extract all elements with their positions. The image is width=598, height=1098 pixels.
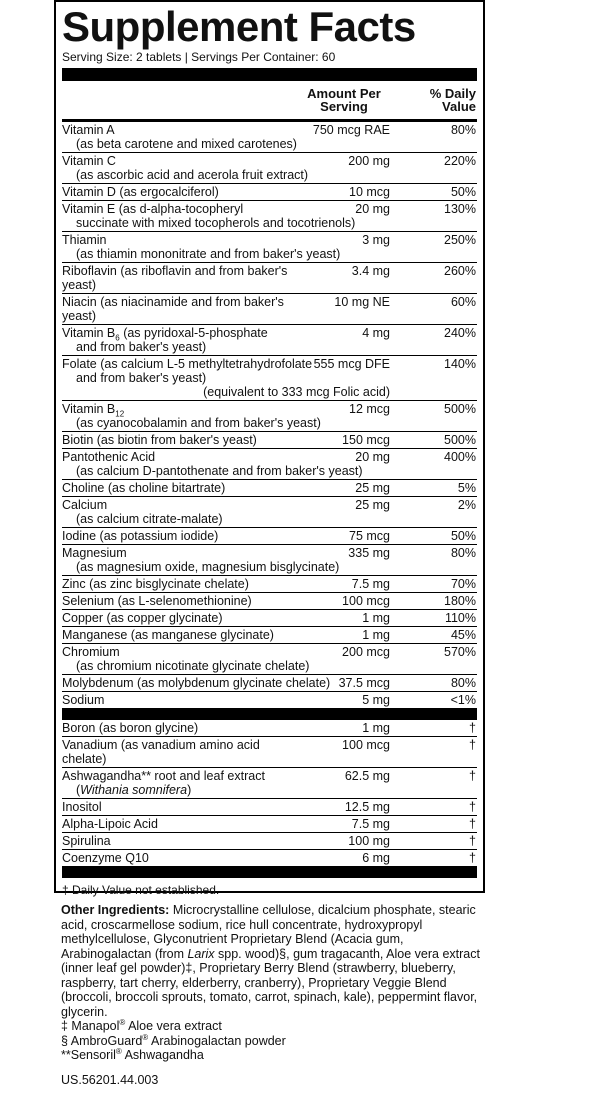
other-ingredients-text	[61, 903, 481, 1019]
daily-value: 240%	[444, 326, 476, 340]
daily-value: 2%	[457, 498, 476, 512]
nutrient-name: Folate (as calcium L-5 methyltetrahydrofolate	[62, 357, 313, 371]
nutrient-row	[62, 627, 477, 644]
nutrient-amount: 335 mg	[348, 546, 390, 560]
nutrient-row	[62, 401, 477, 432]
footnote-text: **Sensoril	[61, 1048, 116, 1062]
nutrient-amount: 3 mg	[362, 233, 390, 247]
nutrient-row	[62, 644, 477, 675]
daily-value: 130%	[444, 202, 476, 216]
nutrient-source: (as cyanocobalamin and from baker's yeast)	[76, 416, 321, 430]
nutrient-amount: 20 mg	[355, 202, 390, 216]
nutrient-amount: 200 mg	[348, 154, 390, 168]
daily-value: 60%	[450, 295, 476, 309]
nutrient-name: Molybdenum (as molybdenum glycinate chelate)	[62, 676, 331, 690]
nutrient-amount: 25 mg	[355, 498, 390, 512]
nutrient-source: (as chromium nicotinate glycinate chelate)	[76, 659, 310, 673]
trademark-footnote	[61, 1019, 481, 1034]
nutrient-name	[62, 402, 477, 419]
dv-header-line2: Value	[442, 99, 476, 114]
nutrient-amount: 1 mg	[362, 611, 390, 625]
dv-footnote: † Daily Value not established.	[62, 883, 220, 897]
nutrient-name-subscript: 6	[115, 333, 120, 343]
nutrient-name: Iodine (as potassium iodide)	[62, 529, 219, 543]
folate-equivalent: (equivalent to 333 mcg Folic acid)	[203, 385, 390, 399]
nutrient-source: (as magnesium oxide, magnesium bisglycinate)	[76, 560, 340, 574]
serving-info: Serving Size: 2 tablets | Servings Per Container: 60	[62, 50, 477, 69]
nutrient-name: Vitamin D (as ergocalciferol)	[62, 185, 219, 199]
daily-value: 180%	[444, 594, 476, 608]
nutrient-row	[62, 610, 477, 627]
nutrient-amount: 200 mcg	[342, 645, 390, 659]
daily-value: 50%	[450, 529, 476, 543]
registered-mark: ®	[119, 1017, 126, 1027]
nutrient-amount: 5 mg	[362, 693, 390, 707]
daily-value: 500%	[444, 433, 476, 447]
nutrient-row	[62, 201, 477, 232]
nutrient-row	[62, 692, 477, 708]
nutrient-row	[62, 593, 477, 610]
nutrient-name: Vitamin A	[62, 123, 115, 137]
nutrient-name: Spirulina	[62, 834, 111, 848]
dv-header	[416, 87, 476, 113]
nutrient-row	[62, 153, 477, 184]
nutrient-amount: 62.5 mg	[344, 769, 390, 783]
nutrient-amount: 100 mg	[348, 834, 390, 848]
daily-value: 5%	[457, 481, 476, 495]
nutrient-amount: 1 mg	[362, 628, 390, 642]
daily-value: 260%	[444, 264, 476, 278]
daily-value: †	[469, 721, 476, 735]
nutrient-name-text: Vitamin B	[62, 326, 116, 340]
nutrient-source: (Withania somnifera)	[76, 783, 192, 797]
nutrient-row	[62, 737, 477, 768]
divider-bar	[62, 866, 477, 878]
daily-value: 70%	[450, 577, 476, 591]
nutrient-name: Copper (as copper glycinate)	[62, 611, 223, 625]
other-ingredients-part1: Microcrystalline cellulose, dicalcium phosphate, stearic acid, croscarmellose sodium, rice hull concentrate, hydroxypropyl methylcellulose, Glyconutrient Proprietary Blend (Acacia gum, Arabinogalactan (from	[61, 903, 476, 961]
nutrient-name: Zinc (as zinc bisglycinate chelate)	[62, 577, 249, 591]
daily-value: †	[469, 851, 476, 865]
amount-header-line1: Amount Per	[307, 86, 381, 101]
daily-value: 50%	[450, 185, 476, 199]
nutrient-row	[62, 768, 477, 799]
column-header	[62, 81, 477, 119]
nutrient-row	[62, 263, 477, 294]
daily-value: 45%	[450, 628, 476, 642]
nutrient-amount: 12 mcg	[349, 402, 390, 416]
amount-header	[294, 87, 394, 113]
nutrient-name: Ashwagandha** root and leaf extract	[62, 769, 265, 783]
nutrient-amount: 25 mg	[355, 481, 390, 495]
nutrient-name: Pantothenic Acid	[62, 450, 156, 464]
nutrient-name: Sodium	[62, 693, 105, 707]
nutrient-amount: 7.5 mg	[351, 577, 390, 591]
daily-value: 110%	[444, 611, 476, 625]
nutrient-name: Thiamin	[62, 233, 107, 247]
trademark-footnote	[61, 1034, 481, 1049]
nutrient-row	[62, 850, 477, 866]
nutrient-name: Coenzyme Q10	[62, 851, 149, 865]
nutrient-name-text: (as pyridoxal-5-phosphate	[119, 326, 268, 340]
nutrient-row	[62, 325, 477, 356]
nutrient-source: succinate with mixed tocopherols and tocotrienols)	[76, 216, 356, 230]
daily-value: 500%	[444, 402, 476, 416]
nutrient-row	[62, 528, 477, 545]
nutrient-amount: 7.5 mg	[351, 817, 390, 831]
nutrient-name: Vitamin E (as d-alpha-tocopheryl	[62, 202, 244, 216]
nutrient-name: Niacin (as niacinamide and from baker's yeast)	[62, 295, 284, 323]
daily-value: 250%	[444, 233, 476, 247]
nutrient-name-subscript: 12	[115, 409, 125, 419]
nutrient-amount: 555 mcg DFE	[313, 357, 390, 371]
dv-header-line1: % Daily	[429, 86, 476, 101]
nutrient-row	[62, 232, 477, 263]
divider-bar	[62, 69, 477, 81]
botanical-name: Withania somnifera	[80, 783, 188, 797]
nutrient-row	[62, 576, 477, 593]
nutrient-amount: 3.4 mg	[351, 264, 390, 278]
nutrient-source: (as calcium D-pantothenate and from baker's yeast)	[76, 464, 363, 478]
nutrient-amount: 10 mg NE	[334, 295, 390, 309]
nutrient-source: and from baker's yeast)	[76, 371, 207, 385]
product-code: US.56201.44.003	[61, 1072, 159, 1087]
nutrient-amount: 750 mcg RAE	[312, 123, 390, 137]
nutrient-amount: 75 mcg	[349, 529, 390, 543]
nutrient-row	[62, 545, 477, 576]
footnote-text: ‡ Manapol	[61, 1019, 120, 1033]
nutrient-row	[62, 480, 477, 497]
nutrient-amount: 4 mg	[362, 326, 390, 340]
other-ingredients-italic: Larix	[187, 946, 215, 961]
nutrient-name: Choline (as choline bitartrate)	[62, 481, 226, 495]
daily-value: †	[469, 817, 476, 831]
nutrient-row	[62, 720, 477, 737]
nutrient-source: (as calcium citrate-malate)	[76, 512, 223, 526]
footnote-text: Arabinogalactan powder	[148, 1033, 286, 1048]
nutrient-source: (as thiamin mononitrate and from baker's yeast)	[76, 247, 341, 261]
other-ingredient-list	[62, 720, 477, 866]
nutrient-amount: 20 mg	[355, 450, 390, 464]
daily-value: †	[469, 738, 476, 752]
nutrient-amount: 150 mcg	[342, 433, 390, 447]
nutrient-name: Alpha-Lipoic Acid	[62, 817, 158, 831]
daily-value: <1%	[450, 693, 476, 707]
nutrient-name: Chromium	[62, 645, 120, 659]
nutrient-name: Calcium	[62, 498, 108, 512]
trademark-footnote	[61, 1048, 481, 1063]
nutrient-source: (as beta carotene and mixed carotenes)	[76, 137, 297, 151]
amount-header-line2: Serving	[320, 99, 368, 114]
nutrient-name: Boron (as boron glycine)	[62, 721, 199, 735]
nutrient-amount: 10 mcg	[349, 185, 390, 199]
panel-title: Supplement Facts	[62, 3, 416, 50]
nutrient-name	[62, 326, 477, 343]
daily-value: †	[469, 834, 476, 848]
nutrient-row	[62, 432, 477, 449]
daily-value: 80%	[450, 676, 476, 690]
daily-value: 570%	[444, 645, 476, 659]
nutrient-name: Biotin (as biotin from baker's yeast)	[62, 433, 257, 447]
nutrient-row	[62, 356, 477, 401]
daily-value: 220%	[444, 154, 476, 168]
nutrient-row	[62, 122, 477, 153]
nutrient-row	[62, 675, 477, 692]
nutrient-row	[62, 816, 477, 833]
other-ingredients-section	[61, 903, 481, 1087]
footnote-text: § AmbroGuard	[61, 1033, 143, 1048]
nutrient-amount: 100 mcg	[342, 594, 390, 608]
nutrient-row	[62, 294, 477, 325]
daily-value: 80%	[450, 546, 476, 560]
nutrient-amount: 100 mcg	[342, 738, 390, 752]
nutrient-name: Vanadium (as vanadium amino acid chelate)	[62, 738, 260, 766]
nutrient-row	[62, 799, 477, 816]
nutrient-row	[62, 497, 477, 528]
vitamin-list	[62, 122, 477, 708]
other-ingredients-label: Other Ingredients:	[61, 903, 170, 917]
daily-value: †	[469, 769, 476, 783]
supplement-facts-panel	[54, 0, 485, 897]
nutrient-name: Vitamin C	[62, 154, 116, 168]
daily-value: †	[469, 800, 476, 814]
nutrient-amount: 1 mg	[362, 721, 390, 735]
nutrient-amount: 6 mg	[362, 851, 390, 865]
nutrient-amount: 12.5 mg	[344, 800, 390, 814]
daily-value: 140%	[444, 357, 476, 371]
divider-bar	[62, 708, 477, 720]
nutrient-source: (as ascorbic acid and acerola fruit extract)	[76, 168, 309, 182]
nutrient-name: Riboflavin (as riboflavin and from baker's yeast)	[62, 264, 288, 292]
daily-value: 80%	[450, 123, 476, 137]
nutrient-row	[62, 833, 477, 850]
footnote-text: Aloe vera extract	[125, 1019, 222, 1033]
registered-mark: ®	[142, 1032, 149, 1042]
nutrient-name: Selenium (as L-selenomethionine)	[62, 594, 252, 608]
nutrient-row	[62, 184, 477, 201]
registered-mark: ®	[115, 1046, 122, 1056]
nutrient-name: Inositol	[62, 800, 102, 814]
nutrient-amount: 37.5 mcg	[338, 676, 390, 690]
other-ingredients-part2: spp. wood)§, gum tragacanth, Aloe vera extract (inner leaf gel powder)‡, Proprietary Berry Blend (strawberry, blueberry, raspberry, tart cherry, elderberry, cranberry), Proprietary Veggie Blend (broccoli, broccoli sprouts, tomato, carrot, spinach, kale), peppermint flavor, glycerin.	[61, 946, 480, 1019]
nutrient-row	[62, 449, 477, 480]
daily-value: 400%	[444, 450, 476, 464]
footnote-text: Ashwagandha	[121, 1048, 204, 1062]
nutrient-source: and from baker's yeast)	[76, 340, 207, 354]
nutrient-name: Magnesium	[62, 546, 127, 560]
nutrient-name: Manganese (as manganese glycinate)	[62, 628, 274, 642]
nutrient-name-text: Vitamin B	[62, 402, 116, 416]
